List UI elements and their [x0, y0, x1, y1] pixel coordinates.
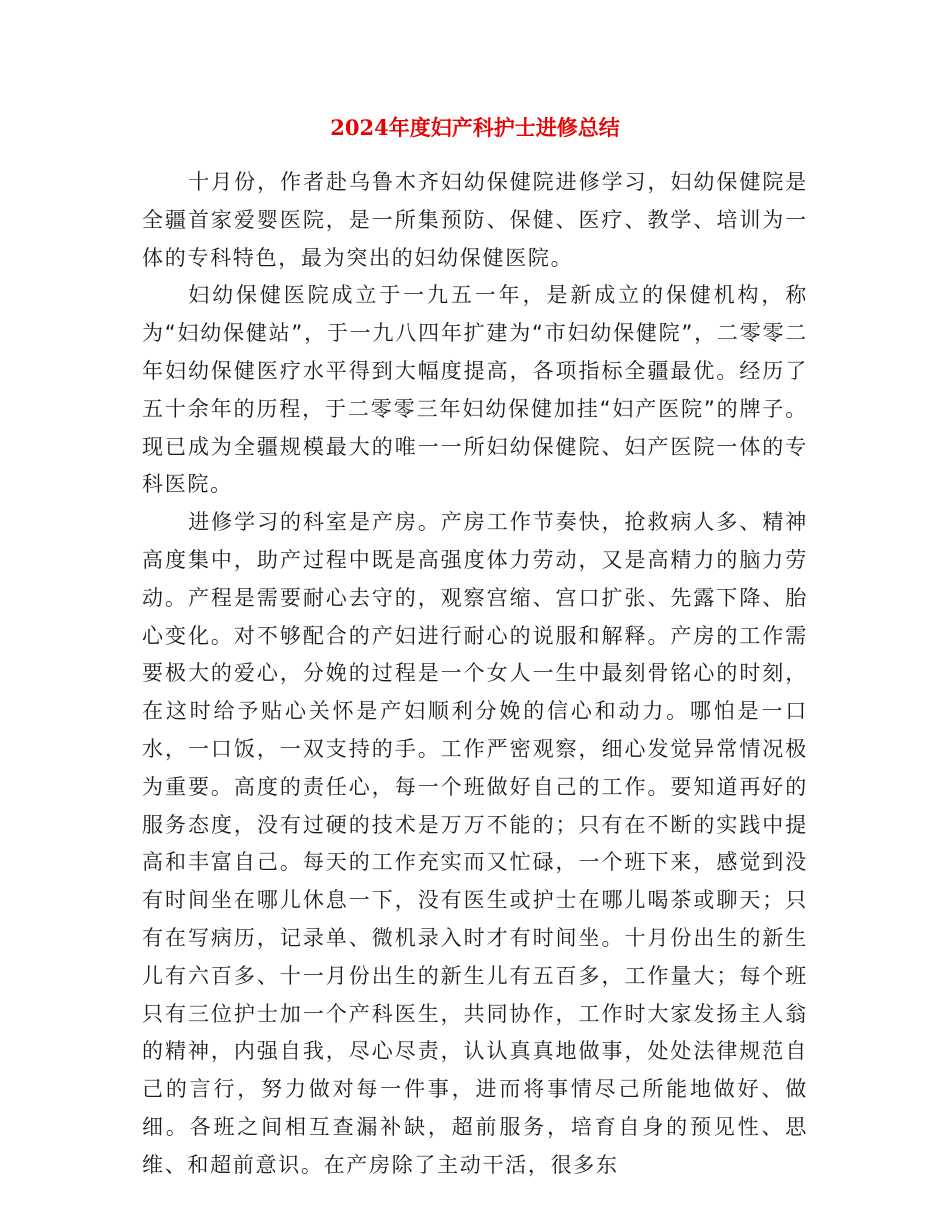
document-title: 2024年度妇产科护士进修总结	[330, 115, 620, 140]
paragraph-history: 妇幼保健医院成立于一九五一年，是新成立的保健机构，称为“妇幼保健站”，于一九八四年扩建为“市妇幼保健院”，二零零二年妇幼保健医疗水平得到大幅度提高，各项指标全疆最优。经历了五十余年的历程，于二零零三年妇幼保健加挂“妇产医院”的牌子。现已成为全疆规模最大的唯一一所妇幼保健院、妇产医院一体的专科医院。	[142, 283, 808, 497]
paragraph-intro: 十月份，作者赴乌鲁木齐妇幼保健院进修学习，妇幼保健院是全疆首家爱婴医院，是一所集预防、保健、医疗、教学、培训为一体的专科特色，最为突出的妇幼保健医院。	[142, 170, 808, 270]
paragraph-delivery-room: 进修学习的科室是产房。产房工作节奏快，抢救病人多、精神高度集中，助产过程中既是高强度体力劳动，又是高精力的脑力劳动。产程是需要耐心去守的，观察宫缩、宫口扩张、先露下降、胎心变化。对不够配合的产妇进行耐心的说服和解释。产房的工作需要极大的爱心，分娩的过程是一个女人一生中最刻骨铭心的时刻，在这时给予贴心关怀是产妇顺利分娩的信心和动力。哪怕是一口水，一口饭，一双支持的手。工作严密观察，细心发觉异常情况极为重要。高度的责任心，每一个班做好自己的工作。要知道再好的服务态度，没有过硬的技术是万万不能的；只有在不断的实践中提高和丰富自己。每天的工作充实而又忙碌，一个班下来，感觉到没有时间坐在哪儿休息一下，没有医生或护士在哪儿喝茶或聊天；只有在写病历，记录单、微机录入时才有时间坐。十月份出生的新生儿有六百多、十一月份出生的新生儿有五百多，工作量大；每个班只有三位护士加一个产科医生，共同协作，工作时大家发扬主人翁的精神，内强自我，尽心尽责，认认真真地做事，处处法律规范自己的言行，努力做对每一件事，进而将事情尽己所能地做好、做细。各班之间相互查漏补缺，超前服务，培育自身的预见性、思维、和超前意识。在产房除了主动干活，很多东	[142, 510, 808, 1177]
